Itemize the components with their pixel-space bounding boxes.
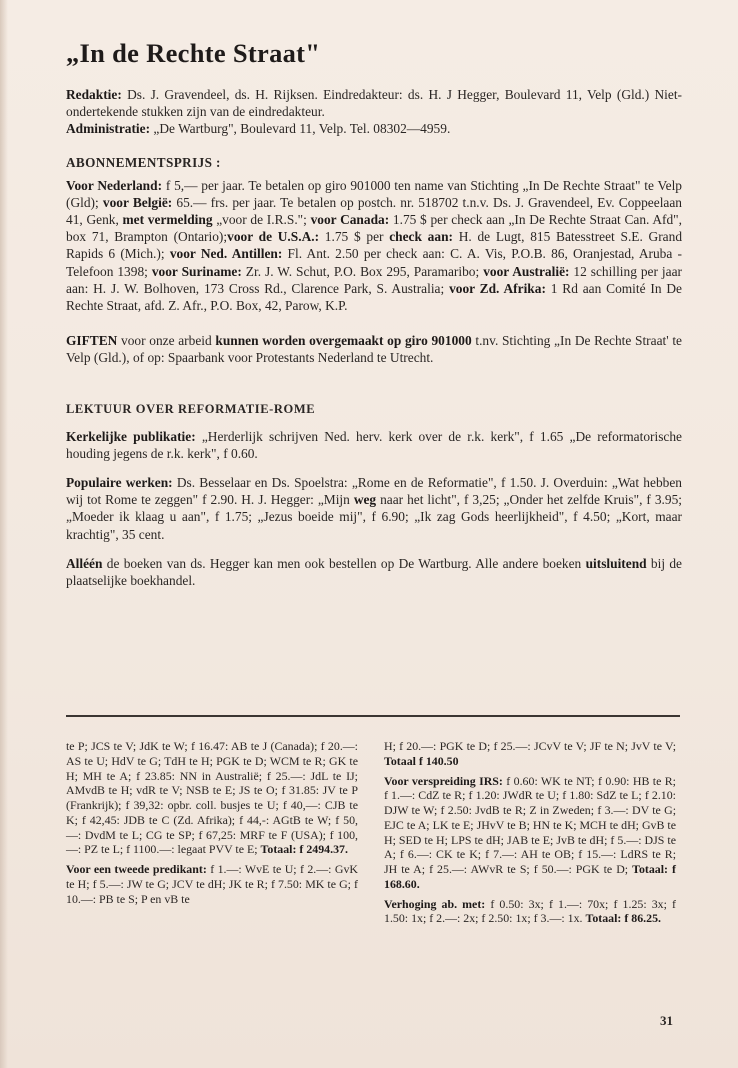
text-segment: 12 schilling per jaar aan: H. J. W. Bolhoven, 173 Cross Rd., Clarence Park, S. Australia; [66, 263, 682, 296]
bold-text-segment: voor België: [102, 194, 173, 210]
text-segment: 65.— frs. per jaar. Te betalen op postch. nr. 518702 t.n.v. Ds. J. Gravendeel, Ev. Coppeelaan 41, Genk, [66, 194, 682, 228]
bold-text-segment: Verhoging ab. met: [384, 896, 486, 911]
text-segment: f 5,— per jaar. Te betalen op giro 901000 ten name van Stichting „In De Rechte Straat" te Velp (Gld); [66, 177, 682, 210]
bold-text-segment: Totaal: f 168.60. [384, 862, 676, 891]
text-segment: H. de Lugt, 815 Batesstreet S.E. Grand Rapids 6 (Mich.); [66, 229, 683, 262]
bold-text-segment: GIFTEN [66, 333, 118, 349]
text-segment: f 1.—: WvE te U; f 2.—: GvK te H; f 5.—: JW te G; JCV te dH; JK te R; f 7.50: MK te G; f 10.—: PB te S; P en vB te [66, 862, 358, 906]
tweede-predikant-paragraph [66, 862, 358, 906]
verhoging-abonnement-paragraph [384, 897, 676, 927]
text-segment: „voor de I.R.S."; [212, 212, 311, 228]
bold-text-segment: voor de U.S.A.: [227, 229, 320, 245]
text-segment: 1.75 $ per [319, 229, 390, 245]
abonnement-paragraph [66, 177, 682, 315]
bold-text-segment: Kerkelijke publikatie: [66, 428, 196, 444]
bold-text-segment: met vermelding [122, 212, 213, 228]
bold-text-segment: Totaal f 140.50 [384, 753, 459, 768]
gifts-list-paragraph [66, 739, 358, 857]
bold-text-segment: voor Australië: [483, 263, 570, 279]
text-segment: bij de plaatselijke boekhandel. [66, 555, 682, 589]
text-segment: te P; JCS te V; JdK te W; f 16.47: AB te J (Canada); f 20.—: AS te U; HdV te G; TdH te H; PGK te D; WCM te R; GK te H; MH te A; f 23.85: NN in Australië; f 25.—: JdL te IJ; AMvdB te H; vdR te V; NSB te E; JS te O; f 31.85: JV te P (Frankrijk); f 39,32: opbr. coll. busjes te U; f 40,—: CJB te K; f 42,45: JDB te C (Zd. Afrika); f 44,-: AGtB te W; f 50,—: DvdM te L; CG te SP; f 67,25: MRF te F (USA); f 100,—: PZ te L; f 1100.—: legaat PVV te E; [66, 739, 358, 857]
boekhandel-paragraph [66, 555, 682, 589]
text-segment: 1 Rd aan Comité In De Rechte Straat, afd. Z. Afr., P.O. Box, 42, Parow, K.P. [66, 280, 683, 314]
text-segment: de boeken van ds. Hegger kan men ook bestellen op De Wartburg. Alle andere boeken [102, 555, 586, 571]
text-segment: Zr. J. W. Schut, P.O. Box 295, Paramaribo; [241, 263, 484, 279]
page-edge-shadow [0, 0, 8, 1068]
bold-text-segment: Voor een tweede predikant: [66, 862, 207, 876]
redaktie-paragraph [66, 86, 682, 138]
redaktie-label: Redaktie: [66, 87, 122, 102]
header-content [66, 36, 682, 589]
gifts-continued-paragraph [384, 739, 676, 769]
text-segment: Fl. Ant. 2.50 per check aan: C. A. Vis, P.O.B. 86, Oranjestad, Aruba - Telefoon 1398; [66, 246, 682, 279]
populaire-werken-paragraph [66, 474, 682, 543]
page-title: „In de Rechte Straat" [66, 38, 321, 68]
page-number: 31 [660, 1013, 673, 1028]
text-segment: f 0.50: 3x; f 1.—: 70x; f 1.25: 3x; f 1.50: 1x; f 2.—: 2x; f 2.50: 1x; f 3.—: 1x. [384, 896, 676, 926]
administratie-label: Administratie: [66, 121, 151, 137]
bold-text-segment: Voor Nederland: [66, 177, 163, 193]
kerkelijke-publikatie-paragraph [66, 428, 682, 462]
bold-text-segment: Totaal: f 86.25. [585, 911, 662, 926]
gifts-column-right [384, 739, 676, 926]
text-segment: „Herderlijk schrijven Ned. herv. kerk over de r.k. kerk", f 1.65 „De reformatorische houding jegens de r.k. kerk", f 0.60. [66, 428, 682, 461]
bold-text-segment: voor Zd. Afrika: [449, 280, 546, 296]
bold-text-segment: voor Ned. Antillen: [169, 246, 283, 262]
abonnement-heading: ABONNEMENTSPRIJS : [66, 154, 221, 170]
text-segment: H; f 20.—: PGK te D; f 25.—: JCvV te V; JF te N; JvV te V; [384, 739, 676, 753]
bold-text-segment: Totaal: f 2494.37. [260, 842, 348, 857]
bold-text-segment: voor Canada: [310, 212, 390, 228]
text-segment: Ds. Besselaar en Ds. Spoelstra: „Rome en de Reformatie", f 1.50. J. Overduin: „Wat hebben wij tot Rome te zeggen" f 2.90. H. J. Hegger: „Mijn [66, 475, 682, 508]
verspreiding-irs-paragraph [384, 774, 676, 892]
text-segment: f 0.60: WK te NT; f 0.90: HB te R; f 1.—: CdZ te R; f 1.20: JWdR te U; f 1.80: SdZ te L; f 2.10: DJW te W; f 2.50: JvdB te R; Z in Zweden; f 3.—: DV te G; EJC te A; LK te E; JHvV te B; HN te K; MCH te dH; GvB te H; SED te H; LPS te dH; JAB te E; JvB te dH; f 5.—: DJS te A; f 6.—: CK te K; f 7.—: AH te OB; f 15.—: LdRS te R; JH te A; f 25.—: AWvR te S; f 50.—: PGK te D; [384, 773, 676, 876]
text-segment: voor onze arbeid [117, 333, 216, 349]
bold-text-segment: uitsluitend [585, 555, 647, 571]
text-segment: 1.75 $ per check aan „In De Rechte Straat Can. Afd", box 71, Brampton (Ontario); [66, 212, 682, 245]
section-divider [66, 715, 680, 717]
bold-text-segment: check aan: [389, 229, 453, 245]
lektuur-heading: LEKTUUR OVER REFORMATIE-ROME [66, 401, 316, 416]
bold-text-segment: Voor verspreiding IRS: [384, 773, 503, 788]
administratie-text: „De Wartburg", Boulevard 11, Velp. Tel. 08302—4959. [150, 121, 451, 137]
bold-text-segment: kunnen worden overgemaakt op giro 901000 [215, 333, 472, 349]
bold-text-segment: voor Suriname: [151, 263, 242, 279]
redaktie-text: Ds. J. Gravendeel, ds. H. Rijksen. Eindredakteur: ds. H. J Hegger, Boulevard 11, Velp (Gld.) Niet-ondertekende stukken zijn van de eindredakteur. [66, 87, 682, 120]
giften-paragraph [66, 332, 682, 366]
text-segment: t.nv. Stichting „In De Rechte Straat' te Velp (Gld.), of op: Spaarbank voor Protestants Nederland te Utrecht. [66, 333, 682, 366]
gifts-column-left [66, 739, 358, 906]
bold-text-segment: Populaire werken: [66, 475, 173, 491]
bold-text-segment: Alléén [66, 555, 103, 571]
text-segment: naar het licht", f 3,25; „Onder het zelfde Kruis", f 3.95; „Moeder ik klaag u aan", f 1.75; „Jezus boeide mij", f 6.90; „Ik zag Gods heerlijkheid", f 4.50; „Kort, maar krachtig", 35 cent. [66, 492, 682, 542]
bold-text-segment: weg [353, 492, 377, 508]
